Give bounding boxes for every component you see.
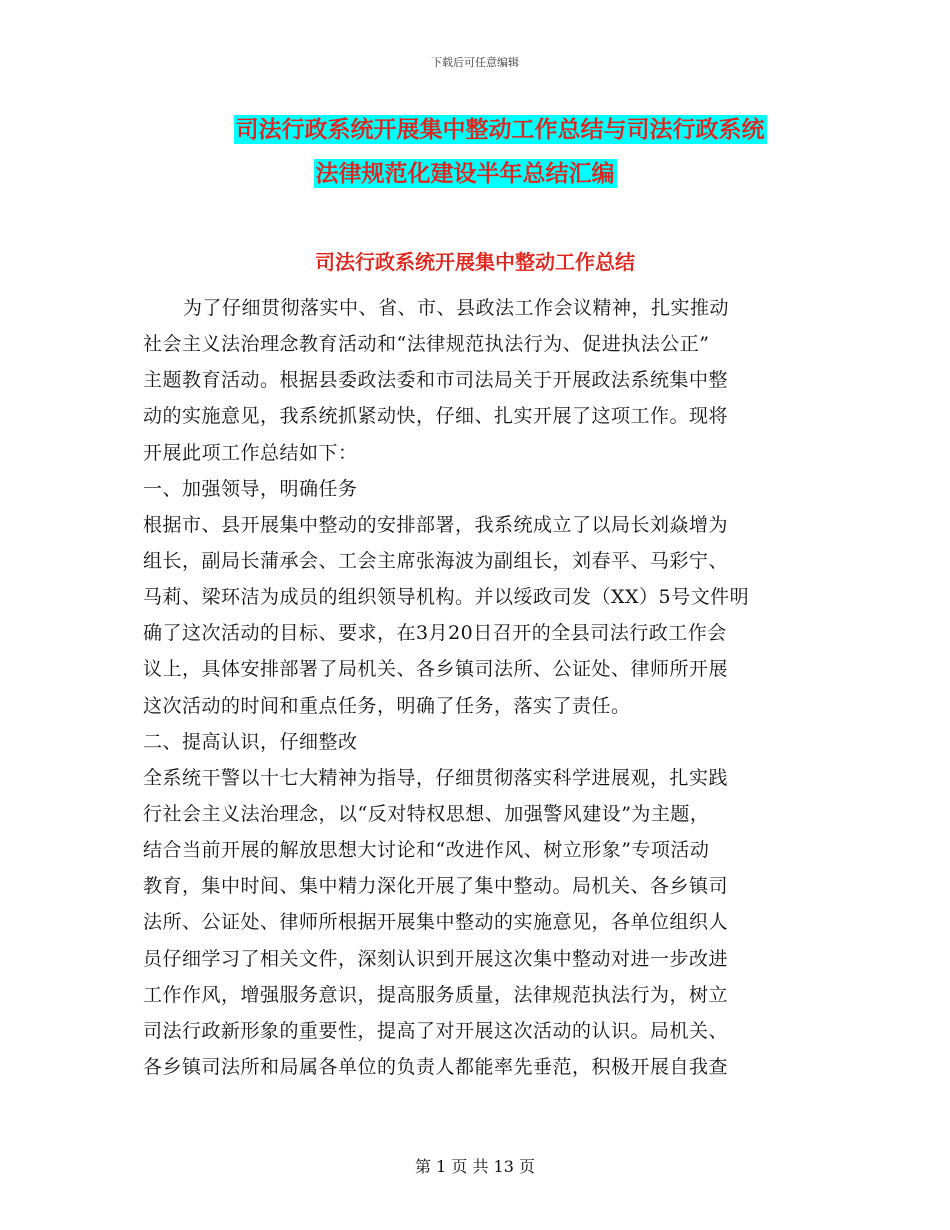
body-line: 社会主义法治理念教育活动和“法律规范执法行为、促进执法公正”: [143, 333, 710, 356]
body-line: 这次活动的时间和重点任务，明确了任务，落实了责任。: [143, 694, 631, 717]
body-line: 各乡镇司法所和局属各单位的负责人都能率先垂范，积极开展自我查: [143, 1055, 729, 1078]
body-line: 法所、公证处、律师所根据开展集中整动的实施意见，各单位组织人: [143, 911, 729, 934]
body-line: 教育，集中时间、集中精力深化开展了集中整动。局机关、各乡镇司: [143, 875, 729, 898]
body-line: 为了仔细贯彻落实中、省、市、县政法工作会议精神，扎实推动: [183, 297, 730, 319]
body-line: 行社会主义法治理念，以“反对特权思想、加强警风建设”为主题，: [143, 802, 710, 825]
page-footer: 第 1 页 共 13 页: [415, 1157, 535, 1176]
body-line: 开展此项工作总结如下：: [143, 441, 358, 464]
body-line: 二、提高认识，仔细整改: [143, 730, 358, 753]
section-heading: 司法行政系统开展集中整动工作总结: [315, 250, 635, 274]
document-title-line-2: [140, 156, 790, 192]
body-line: 根据市、县开展集中整动的安排部署，我系统成立了以局长刘焱增为: [143, 513, 729, 536]
header-note: 下载后可任意编辑: [431, 56, 519, 69]
title-highlight-1: 司法行政系统开展集中整动工作总结与司法行政系统: [235, 116, 765, 143]
body-line: 组长，副局长蒲承会、工会主席张海波为副组长，刘春平、马彩宁、: [143, 549, 729, 572]
body-line: 员仔细学习了相关文件，深刻认识到开展这次集中整动对进一步改进: [143, 947, 729, 970]
title-highlight-2: 法律规范化建设半年总结汇编: [315, 160, 615, 187]
body-line: 工作作风，增强服务意识，提高服务质量，法律规范执法行为，树立: [143, 983, 729, 1006]
body-line: 主题教育活动。根据县委政法委和市司法局关于开展政法系统集中整: [143, 369, 729, 392]
document-title-line-1: [150, 112, 850, 148]
body-line: 动的实施意见，我系统抓紧动快，仔细、扎实开展了这项工作。现将: [143, 405, 729, 428]
body-line: 议上，具体安排部署了局机关、各乡镇司法所、公证处、律师所开展: [143, 658, 729, 681]
body-line: 全系统干警以十七大精神为指导，仔细贯彻落实科学进展观，扎实践: [143, 766, 729, 789]
body-line: 确了这次活动的目标、要求，在3月20日召开的全县司法行政工作会: [143, 622, 727, 645]
body-text: [143, 290, 803, 1085]
body-line: 司法行政新形象的重要性，提高了对开展这次活动的认识。局机关、: [143, 1019, 729, 1042]
body-line: 结合当前开展的解放思想大讨论和“改进作风、树立形象”专项活动: [143, 839, 710, 862]
body-line: 马莉、梁环洁为成员的组织领导机构。并以绥政司发（XX）5号文件明: [143, 586, 750, 609]
body-line: 一、加强领导，明确任务: [143, 477, 358, 500]
